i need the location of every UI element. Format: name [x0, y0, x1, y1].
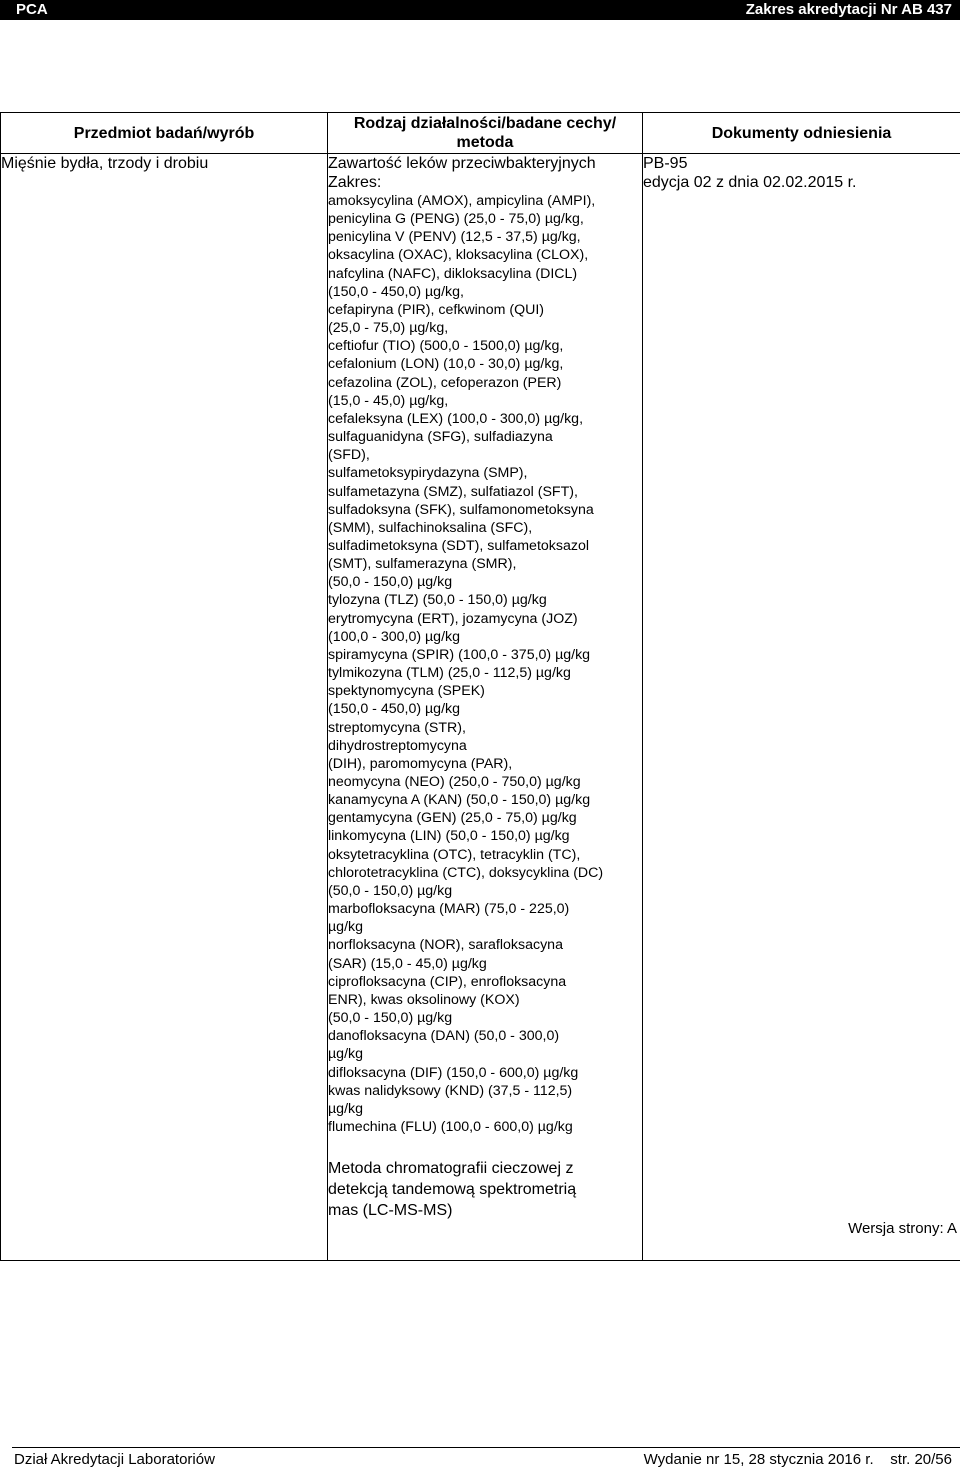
scope-item: oksacylina (OXAC), kloksacylina (CLOX),	[328, 247, 589, 264]
scope-item: nafcylina (NAFC), dikloksacylina (DICL)	[328, 265, 578, 282]
scope-item: (25,0 - 75,0) µg/kg,	[328, 320, 449, 337]
scope-item: amoksycylina (AMOX), ampicylina (AMPI),	[328, 193, 596, 209]
method-line: detekcją tandemową spektrometrią	[328, 1181, 577, 1199]
scope-item: ENR), kwas oksolinowy (KOX)	[328, 991, 520, 1008]
scope-item: (SMM), sulfachinoksalina (SFC),	[328, 519, 533, 536]
scope-item: spektynomycyna (SPEK)	[328, 683, 485, 700]
table-header-row	[1, 113, 960, 154]
scope-item: sulfadimetoksyna (SDT), sulfametoksazol	[328, 537, 589, 554]
scope-item: µg/kg	[328, 919, 363, 936]
scope-item: kanamycyna A (KAN) (50,0 - 150,0) µg/kg	[328, 792, 591, 809]
scope-item: oksytetracyklina (OTC), tetracyklin (TC),	[328, 846, 581, 863]
scope-item: ciprofloksacyna (CIP), enrofloksacyna	[328, 973, 567, 990]
footer-department: Dział Akredytacji Laboratoriów	[14, 1451, 215, 1468]
document-edition: edycja 02 z dnia 02.02.2015 r.	[643, 174, 857, 191]
scope-item: norfloksacyna (NOR), sarafloksacyna	[328, 937, 563, 954]
scope-item: (150,0 - 450,0) µg/kg,	[328, 283, 464, 300]
scope-item: gentamycyna (GEN) (25,0 - 75,0) µg/kg	[328, 810, 577, 827]
scope-item: sulfaguanidyna (SFG), sulfadiazyna	[328, 429, 553, 446]
scope-item: sulfametazyna (SMZ), sulfatiazol (SFT),	[328, 483, 578, 500]
scope-item: (15,0 - 45,0) µg/kg,	[328, 392, 449, 409]
document-code: PB-95	[643, 155, 688, 172]
scope-item: cefapiryna (PIR), cefkwinom (QUI)	[328, 301, 545, 318]
scope-item: (SMT), sulfamerazyna (SMR),	[328, 556, 517, 573]
scope-item: (50,0 - 150,0) µg/kg	[328, 1010, 453, 1027]
scope-item: µg/kg	[328, 1100, 363, 1117]
header-documents: Dokumenty odniesienia	[643, 113, 960, 154]
scope-item: erytromycyna (ERT), jozamycyna (JOZ)	[328, 610, 578, 627]
header-subject: Przedmiot badań/wyrób	[1, 113, 328, 154]
accreditation-table	[0, 112, 960, 1261]
activity-cell	[328, 154, 643, 1261]
scope-item: streptomycyna (STR),	[328, 719, 466, 736]
subject-text: Mięśnie bydła, trzody i drobiu	[1, 155, 209, 172]
scope-item: marbofloksacyna (MAR) (75,0 - 225,0)	[328, 901, 570, 918]
scope-item: chlorotetracyklina (CTC), doksycyklina (DC)	[328, 864, 604, 881]
scope-item: spiramycyna (SPIR) (100,0 - 375,0) µg/kg	[328, 646, 591, 663]
scope-item: sulfametoksypirydazyna (SMP),	[328, 465, 528, 482]
scope-item: µg/kg	[328, 1046, 363, 1063]
header-org: PCA	[16, 1, 48, 18]
table-row	[1, 154, 960, 1261]
footer-divider	[12, 1447, 960, 1448]
scope-item: (50,0 - 150,0) µg/kg	[328, 574, 453, 591]
scope-item: cefalonium (LON) (10,0 - 30,0) µg/kg,	[328, 356, 564, 373]
scope-list	[328, 192, 642, 1136]
method-line: Metoda chromatografii cieczowej z	[328, 1160, 574, 1178]
scope-item: sulfadoksyna (SFK), sulfamonometoksyna	[328, 501, 594, 518]
scope-item: (150,0 - 450,0) µg/kg	[328, 701, 460, 718]
scope-label: Zakres:	[328, 174, 382, 191]
scope-item: tylozyna (TLZ) (50,0 - 150,0) µg/kg	[328, 592, 547, 609]
scope-item: (SFD),	[328, 447, 370, 464]
header-activity: Rodzaj działalności/badane cechy/ metoda	[328, 113, 643, 154]
footer-issue: Wydanie nr 15, 28 stycznia 2016 r. str. 20/56	[643, 1451, 952, 1468]
scope-item: linkomycyna (LIN) (50,0 - 150,0) µg/kg	[328, 828, 570, 845]
scope-item: penicylina V (PENV) (12,5 - 37,5) µg/kg,	[328, 229, 581, 246]
header-title: Zakres akredytacji Nr AB 437	[745, 1, 952, 18]
scope-item: danofloksacyna (DAN) (50,0 - 300,0)	[328, 1028, 560, 1045]
subject-cell	[1, 154, 328, 1261]
activity-title: Zawartość leków przeciwbakteryjnych	[328, 155, 596, 172]
scope-item: (50,0 - 150,0) µg/kg	[328, 882, 453, 899]
page-header	[0, 0, 960, 20]
scope-item: dihydrostreptomycyna	[328, 737, 467, 754]
page-version: Wersja strony: A	[848, 1220, 957, 1237]
scope-item: kwas nalidyksowy (KND) (37,5 - 112,5)	[328, 1082, 573, 1099]
scope-item: penicylina G (PENG) (25,0 - 75,0) µg/kg,	[328, 211, 584, 228]
scope-item: cefaleksyna (LEX) (100,0 - 300,0) µg/kg,	[328, 410, 584, 427]
scope-item: difloksacyna (DIF) (150,0 - 600,0) µg/kg	[328, 1064, 579, 1081]
documents-cell	[643, 154, 960, 1261]
scope-item: flumechina (FLU) (100,0 - 600,0) µg/kg	[328, 1118, 573, 1135]
scope-item: ceftiofur (TIO) (500,0 - 1500,0) µg/kg,	[328, 338, 564, 355]
scope-item: cefazolina (ZOL), cefoperazon (PER)	[328, 374, 562, 391]
scope-item: (100,0 - 300,0) µg/kg	[328, 628, 460, 645]
method-line: mas (LC-MS-MS)	[328, 1202, 453, 1220]
scope-item: neomycyna (NEO) (250,0 - 750,0) µg/kg	[328, 774, 581, 790]
method-text	[328, 1158, 642, 1221]
scope-item: tylmikozyna (TLM) (25,0 - 112,5) µg/kg	[328, 665, 571, 682]
scope-item: (SAR) (15,0 - 45,0) µg/kg	[328, 955, 487, 972]
scope-item: (DIH), paromomycyna (PAR),	[328, 755, 513, 772]
